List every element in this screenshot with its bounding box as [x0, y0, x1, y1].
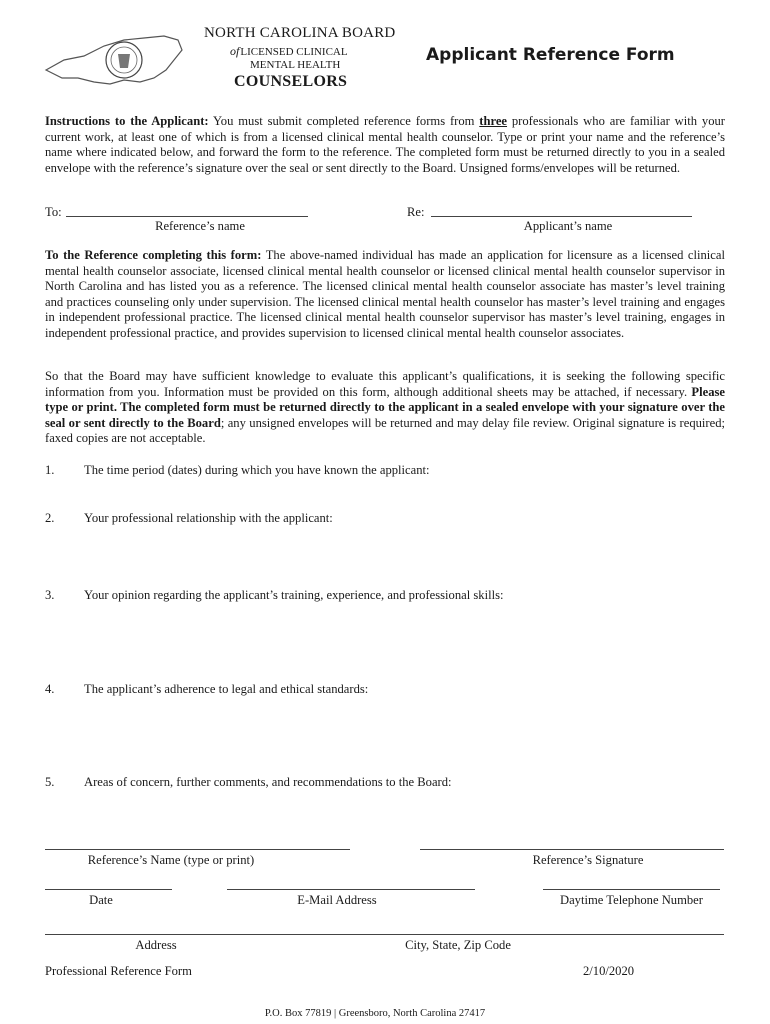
board-name-line3: MENTAL HEALTH — [250, 59, 341, 71]
board-note-paragraph — [45, 369, 725, 447]
board-name-line1: NORTH CAROLINA BOARD — [204, 25, 396, 41]
board-note-bold: Please type or print. The completed form must be returned directly to the applicant in a sealed envelope with your signature over the seal or sent directly to the Board — [45, 384, 725, 430]
question-2-text: Your professional relationship with the applicant: — [84, 511, 333, 525]
instructions-text-b: professionals who are familiar with your current work, at least one of which is from a licensed clinical mental health counselor. Type or print your name and the reference’s name where indicated below, and forward the form to the reference. The completed form must be returned directly to you in a sealed envelope with the reference’s signature over the seal or sent directly to the Board. Unsigned forms/envelopes will be returned. — [45, 114, 725, 175]
form-title: Applicant Reference Form — [426, 45, 675, 65]
to-label: To: — [45, 205, 62, 219]
reference-signature-caption: Reference’s Signature — [532, 853, 644, 867]
phone-caption: Daytime Telephone Number — [560, 893, 703, 907]
applicant-name-caption: Applicant’s name — [523, 219, 613, 233]
nc-map-seal-logo — [44, 30, 184, 90]
question-5-number: 5. — [45, 775, 55, 789]
board-of: of — [230, 44, 240, 58]
phone-field[interactable] — [543, 889, 720, 890]
address-field[interactable] — [45, 934, 724, 935]
email-caption: E-Mail Address — [297, 893, 377, 907]
question-5-text: Areas of concern, further comments, and recommendations to the Board: — [84, 775, 452, 789]
footer-address: P.O. Box 77819 | Greensboro, North Carolina 27417 — [264, 1008, 486, 1019]
city-state-zip-caption: City, State, Zip Code — [405, 938, 511, 952]
instructions-paragraph — [45, 114, 725, 176]
reference-note-paragraph — [45, 248, 725, 342]
date-field[interactable] — [45, 889, 172, 890]
footer-form-name: Professional Reference Form — [45, 964, 192, 978]
question-1-text: The time period (dates) during which you have known the applicant: — [84, 463, 430, 477]
question-1-number: 1. — [45, 463, 55, 477]
reference-name-print-caption: Reference’s Name (type or print) — [87, 853, 255, 867]
board-note-text-b: ; any unsigned envelopes will be returned and may delay file review. Original signature is required; faxed copies are not acceptable. — [45, 415, 725, 446]
question-4-number: 4. — [45, 682, 55, 696]
reference-signature-field[interactable] — [420, 849, 724, 850]
reference-name-field[interactable] — [66, 216, 308, 217]
instructions-label: Instructions to the Applicant: — [45, 114, 209, 128]
email-field[interactable] — [227, 889, 475, 890]
question-3-text: Your opinion regarding the applicant’s training, experience, and professional skills: — [84, 588, 504, 602]
question-3-number: 3. — [45, 588, 55, 602]
board-note-text-a: So that the Board may have sufficient knowledge to evaluate this applicant’s qualifications, it is seeking the following specific information from you. Information must be provided on this form, although additional sheets may be attached, if necessary. — [45, 369, 725, 399]
reference-name-caption: Reference’s name — [155, 219, 245, 233]
date-caption: Date — [89, 893, 113, 907]
question-4-text: The applicant’s adherence to legal and ethical standards: — [84, 682, 369, 696]
board-line2-text: LICENSED CLINICAL — [240, 46, 348, 58]
reference-name-print-field[interactable] — [45, 849, 350, 850]
board-name-line4: COUNSELORS — [234, 73, 348, 90]
instructions-emphasis: three — [479, 114, 508, 128]
reference-note-label: To the Reference completing this form: — [45, 248, 262, 262]
re-label: Re: — [407, 205, 425, 219]
address-caption: Address — [135, 938, 177, 952]
question-2-number: 2. — [45, 511, 55, 525]
footer-date: 2/10/2020 — [583, 964, 635, 978]
instructions-text-a: You must submit completed reference forms from — [208, 114, 480, 128]
reference-note-text: The above-named individual has made an application for licensure as a licensed clinical mental health counselor associate, licensed clinical mental health counselor or licensed clinical mental health counselor supervisor in North Carolina and has listed you as a reference. The licensed clinical mental health counselor associate has master’s level training and practices counseling only under supervision. The licensed clinical mental health counselor has master’s level training and engages in independent professional practice. The licensed clinical mental health counselor supervisor has master’s level training, engages in independent professional practice, and provides supervision to licensed clinical mental health counselor associates. — [45, 248, 725, 340]
applicant-name-field[interactable] — [431, 216, 692, 217]
